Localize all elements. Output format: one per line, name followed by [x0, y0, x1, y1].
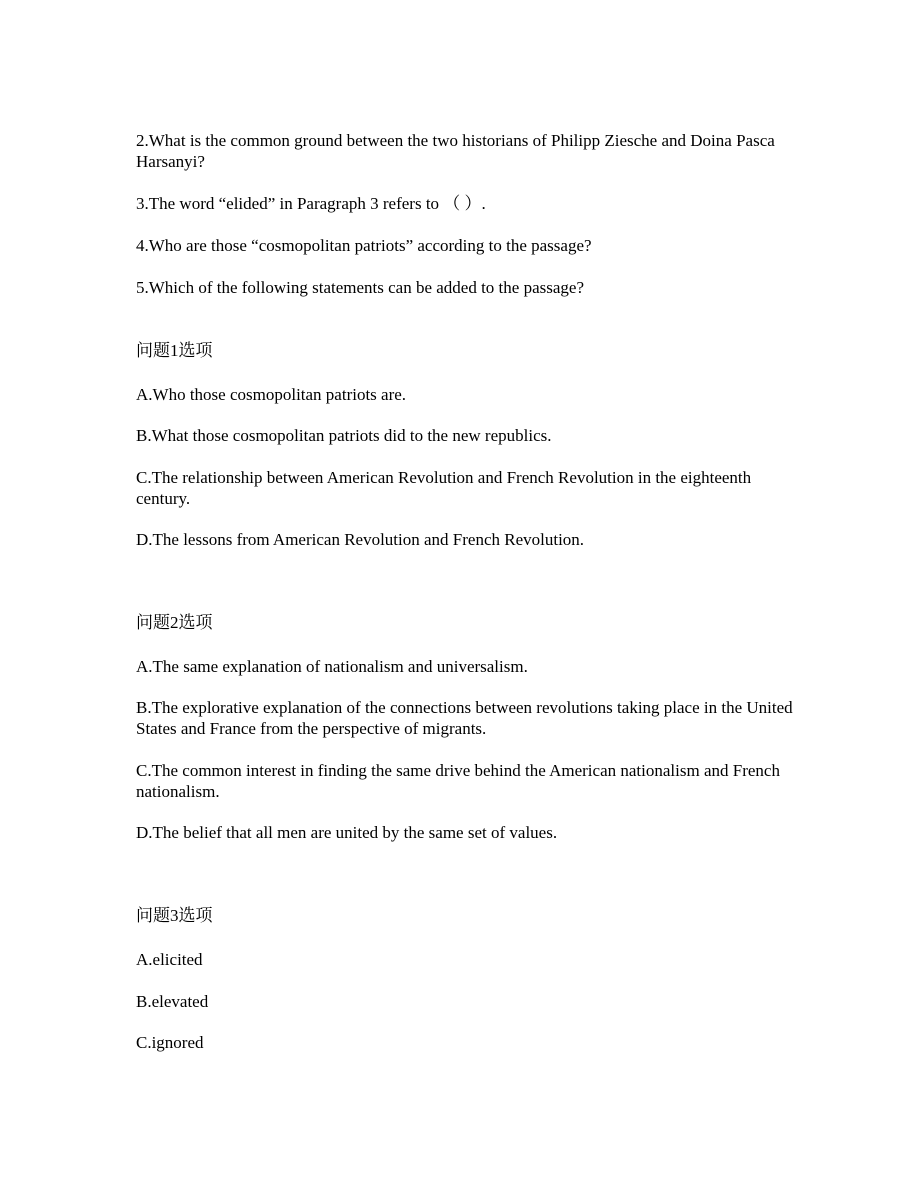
question-4: 4.Who are those “cosmopolitan patriots” according to the passage?: [136, 236, 592, 255]
question-2: 2.What is the common ground between the two historians of Philipp Ziesche and Doina Pasca Harsanyi?: [136, 131, 775, 171]
q1-option-a: A.Who those cosmopolitan patriots are.: [136, 385, 407, 404]
q1-option-b: B.What those cosmopolitan patriots did to the new republics.: [136, 426, 552, 445]
question-3-options-heading: 问题3选项: [136, 906, 213, 925]
q3-option-b: B.elevated: [136, 992, 209, 1011]
q2-option-c: C.The common interest in finding the same drive behind the American nationalism and French nationalism.: [136, 761, 780, 801]
q1-option-c: C.The relationship between American Revolution and French Revolution in the eighteenth century.: [136, 468, 752, 508]
q2-option-d: D.The belief that all men are united by the same set of values.: [136, 823, 558, 842]
question-2-options-heading: 问题2选项: [136, 613, 213, 632]
question-3: 3.The word “elided” in Paragraph 3 refers to （ ）.: [136, 194, 486, 213]
q2-option-a: A.The same explanation of nationalism and universalism.: [136, 657, 528, 676]
question-5: 5.Which of the following statements can be added to the passage?: [136, 278, 584, 297]
q1-option-d: D.The lessons from American Revolution and French Revolution.: [136, 530, 585, 549]
question-1-options-heading: 问题1选项: [136, 341, 213, 360]
q3-option-a: A.elicited: [136, 950, 203, 969]
q3-option-c: C.ignored: [136, 1033, 204, 1052]
q2-option-b: B.The explorative explanation of the connections between revolutions taking place in the United States and France from the perspective of migrants.: [136, 698, 793, 738]
